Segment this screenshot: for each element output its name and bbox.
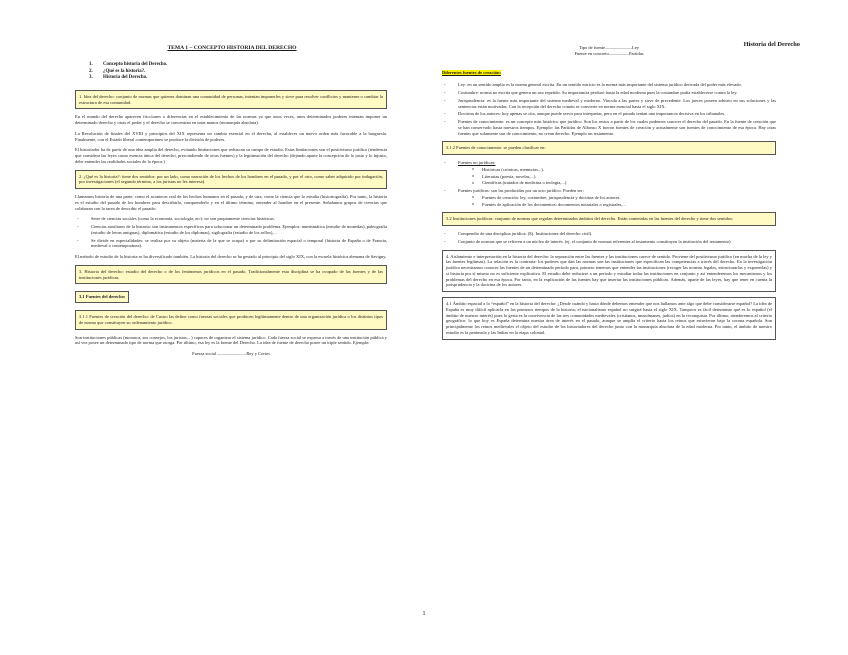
- sub-list-item: o Históricas (crónicas, memorias...).: [472, 167, 776, 173]
- left-column: [75, 45, 387, 357]
- table-of-contents: [89, 62, 387, 82]
- toc-item: 1. Concepto historia del Derecho.: [89, 62, 168, 68]
- example-line: Fuente en concreto–––––––––Partidas: [574, 51, 644, 57]
- subheading-diferentes-fuentes: Diferentes fuentes de creación:: [442, 69, 501, 75]
- paragraph: Llamamos historia de una parte, como el acontecer real de los hechos humanos en el pasado, y de otra, como la ciencia que lo estudia (historiografía). Por tanto, la historia es el estudio del pasado de los hombres para describirlo, comprenderlo y en el último término, entender al hombre en el presente. Señalamos grupos de ciencias que colaboran con la tarea de describir el pasado:: [75, 194, 387, 211]
- definition-box-historia-derecho: 3. Historia del derecho: estudio del derecho o de los fenómenos jurídicos en el pasado. Tradicionalmente esta disciplina se ha ocupado de las fuentes y de las instituciones jurídicas.: [75, 265, 387, 285]
- right-column: [442, 45, 776, 345]
- bullet-list: [442, 160, 776, 207]
- list-item: - Ley: en un sentido amplio es la norma general escrita. En un sentido estricto es la norma más importante del sistema jurídico derivada del poder más elevado.: [442, 82, 776, 88]
- paragraph: En el mundo del derecho aparecen fricciones o diferencias en el establecimiento de las normas ya que unos veces, unos determinados poderes intentan imponer un determinado derecho y otras el poder y el derecho se concentran en unas manos (monarquía absoluta).: [75, 114, 387, 126]
- bullet-list: [75, 216, 387, 249]
- sub-list-item: o Fuentes de creación: ley, costumbre, jurisprudencia y doctrina de los autores.: [472, 195, 776, 201]
- definition-box-instituciones: 3.2 Instituciones jurídicas: conjunto de normas que regulan determinados ámbitos del derecho. Están contenidas en las fuentes del derecho y tiene dos sentidos:: [442, 212, 776, 226]
- bullet-list: [442, 231, 776, 245]
- section-box-aislamiento: 4. Aislamiento e interpretación en la historia del derecho: la separación entre las fuentes y las instituciones carece de sentido. Proviene del positivismo jurídico (en mucha de la ley y las fuentes legítimas). La relación es la contraria: los poderes que dan las normas son las instituciones que especifican las competencias a través del derecho. En la investigación jurídica necesitamos conocer las fuentes de un determinado período para, primero tenemos que entender las instituciones (recoger las normas legales, estructurarlas y exponerlas) y si historia por sí mismo no es suficiente explicativa. El estudio debe reducirse a un período y estudiar todas las instituciones en conjunto y así entenderemos los mecanismos y los problemas del derecho en esa época. Por tanto, en la explicación de las fuentes hay que insertar las instituciones públicas. Además, aparte de las leyes, hay que tener en cuenta la jurisprudencia y la doctrina de los autores.: [442, 250, 776, 293]
- example-line: Fuerza social –––––––––––––Rey y Cortes: [192, 351, 270, 357]
- list-item: - Doctrina de los autores: hoy apenas se cita, aunque puede servir para interpretar, pero en el pasado tenían una importancia decisiva en los tribunales.: [442, 111, 776, 117]
- list-item: - Ciencias auxiliares de la historia: son instrumentos específicos para solucionar un determinado problema. Ejemplos: numismática (estudio de monedas), paleografía (estudio de letras antiguas), diplomática (estudio de los diplomas), sigilografía (estudio de los sellos),...: [75, 224, 387, 236]
- section-heading-3-1: 3.1 Fuentes del derecho:: [75, 291, 129, 303]
- sub-list-item: o Literarias (poesía, novelas,...).: [472, 174, 776, 180]
- list-item: - Serie de ciencias sociales (como la economía, sociología, etc): no son propiamente ciencias históricas.: [75, 216, 387, 222]
- bullet-list: [442, 82, 776, 136]
- toc-item: 2. ¿Qué es la historia?.: [89, 68, 146, 74]
- paragraph: La Revolución de finales del XVIII y principios del XIX representa un cambio esencial en el derecho, al establecer un nuevo orden más favorable a la burguesía. Finalmente, con el Estado liberal contemporáneo se produce la división de poderes.: [75, 130, 387, 142]
- paragraph: El historiador ha de partir de una idea amplia del derecho, evitando limitaciones que reduzcan su campo de estudio. Estas limitaciones son el positivismo jurídico (tendencia que considera las leyes como esencia única del derecho, prescindiendo de otras fuentes) y la legitimación del derecho (dejando aparte la concepción de lo justo y lo injusto, debe entender las realidades sociales de la época.): [75, 147, 387, 164]
- page-number: 1: [422, 610, 426, 617]
- page-title: TEMA 1 – CONCEPTO HISTORIA DEL DERECHO: [167, 45, 297, 51]
- running-header: Historia del Derecho: [743, 41, 800, 48]
- section-box-ambito-espacial: 4.1 Ámbito espacial a lo “español” en la historia del derecho: ¿Desde cuándo y hasta dónde debemos entender que nos hallamos ante algo que debe considerarse español? La idea de España es muy difícil aplicarla en los primeros tiempos de la historia; el nacionalismo español no surgirá hasta el siglo XIX. Tampoco es fácil determinar qué es lo español (el ámbito de nuestro interés) pues lo gesta es la convivencia de las tres comunidades medievales (cristianos, musulmanes, judíos) en la reconquista. Por último, atenderemos al criterio geográfico: lo que hoy es España determina nuestra área de interés en el pasado, aunque se amplía el criterio hasta los reinos que estuvieron bajo la corona española. Son principalmente los reinos medievales el objeto del estudio de los historiadores del derecho junto con la monarquía absoluta de la edad moderna. Por tanto, el ámbito de nuestro estudio es la península y las Indias en la etapa colonial.: [442, 297, 776, 340]
- list-item: - Costumbre: norma no escrita que genera un uso repetido. Su importancia perduró hasta la edad moderna pues la costumbre podía establecerse contra la ley.: [442, 90, 776, 96]
- list-item: - Se divide en especialidades: se realiza por su objeto (materia de la que se ocupa) o por su delimitación espacial o temporal (historia de España o de Francia, medieval o contemporánea).: [75, 238, 387, 250]
- sub-list-item: o Fuentes de aplicación de los documentos: documentos notariales o registrales,...: [472, 202, 776, 208]
- definition-box-idea-derecho: 1. Idea del derecho: conjunto de normas que quienes dominan una comunidad de personas, intentan imponerles y sirve para resolver conflictos y mantener o cambiar la estructura de esa comunidad.: [75, 90, 387, 110]
- sub-list: [472, 167, 776, 186]
- sub-list: [472, 195, 776, 208]
- paragraph: El método de estudio de la historia se ha diversificado también. La historia del derecho se ha gestado al principio del siglo XIX, con la escuela histórica alemana de Savigny.: [75, 254, 387, 260]
- toc-item: 3. Historia del Derecho.: [89, 75, 148, 81]
- definition-box-fuentes-creacion: 3.1.1 Fuentes de creación del derecho: de Castro las define como fuerzas sociales que producen legítimamente dentro de una organización jurídica o los distintos tipos de norma que constituyen su ordenamiento jurídico.: [75, 310, 387, 330]
- definition-box-fuentes-conocimiento: 3.1.2 Fuentes de conocimiento: se pueden clasificar en:: [442, 141, 776, 155]
- list-item: - Jurisprudencia: es la fuente más importante del sistema medieval y moderno. Vincula a las partes y sirve de precedente. Los jueces poseen arbitrio en sus soluciones y las sentencias están motivadas. Con la recepción del derecho común se convierte en norma esencial hasta el siglo XIX.: [442, 98, 776, 110]
- example-block: [442, 45, 776, 58]
- list-item: - Fuentes no jurídicas: o Históricas (crónicas, memorias...). o Literarias (poesía, novelas,...). o Científicas (tratados de medicina o teología,...): [442, 160, 776, 186]
- paragraph: Son instituciones públicas (monarca, sus consejos, los juristas,...) capaces de organizar el sistema jurídico. Cada fuerza social se expresa a través de una institución pública y así vez posee un determinado tipo de norma que otorga. Por último, esa ley es la fuente del Derecho. La idea de fuente de derecho posee un triple sentido. Ejemplo:: [75, 334, 387, 346]
- list-item: - Fuentes de conocimiento: es un concepto más histórico que jurídico. Son los restos a partir de los cuales podemos conocer el derecho del pasado. En la fuente de creación que se han conservado hasta nuestros tiempos. Ejemplo: las Partidas de Alfonso X fueron fuentes de creación y actualmente son fuentes de conocimiento de esa época. Hay otras fuentes que solamente son de conocimiento, no crean derecho. Ejemplo un testamento.: [442, 119, 776, 136]
- list-item: - Compendio de una disciplina jurídica. (Ej. Instituciones del derecho civil).: [442, 231, 776, 237]
- list-item: - Fuentes jurídicas: son las producidas por un acto jurídico. Pueden ser: o Fuentes de creación: ley, costumbre, jurisprudencia y doctrina de los autores. o Fuentes de aplicación de los documentos: documentos notariales o registrales,...: [442, 188, 776, 207]
- definition-box-historia: 2. ¿Qué es la historia?: tiene dos sentidos: por un lado, como narración de los hechos de los hombres en el pasado, y por el otro, como saber adquirido por indagación, por investigaciones (el segundo término, a los juristas no les interesa).: [75, 170, 387, 190]
- sub-list-item: o Científicas (tratados de medicina o teología,...): [472, 180, 776, 186]
- example-line: Tipo de fuente––––––––––––Ley: [578, 45, 640, 50]
- list-item: - Conjunto de normas que se refieren a un núcleo de interés. (ej. el conjunto de normas referentes al testamento constituyen la institución del testamento).: [442, 239, 776, 245]
